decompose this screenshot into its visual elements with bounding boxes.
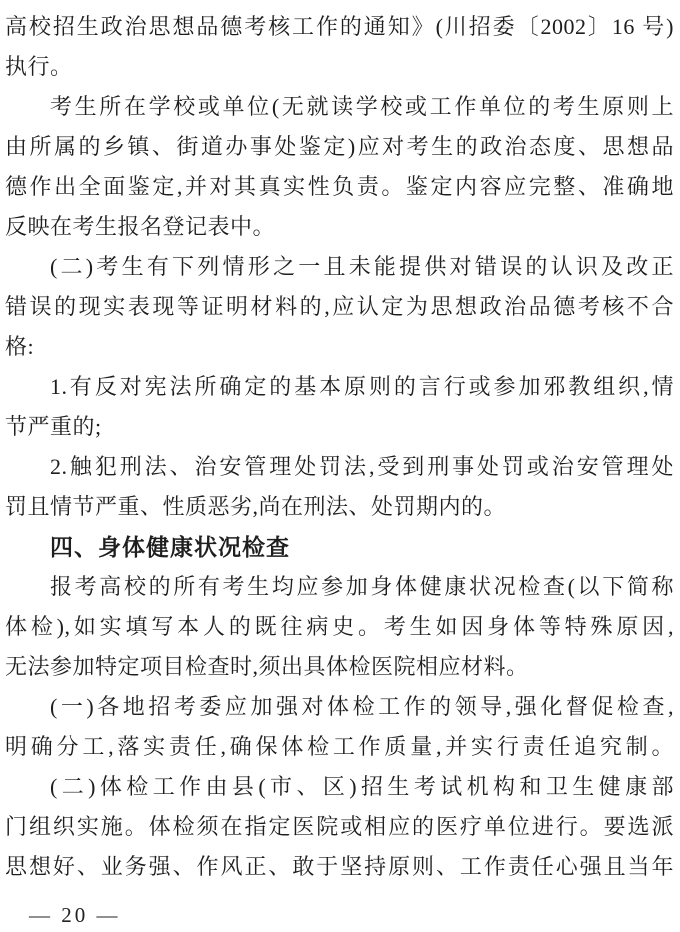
text-line: 考生所在学校或单位(无就读学校或工作单位的考生原则上 xyxy=(50,94,674,119)
text-line: 门组织实施。体检须在指定医院或相应的医疗单位进行。要选派 xyxy=(5,814,674,839)
text-line: 罚且情节严重、性质恶劣,尚在刑法、处罚期内的。 xyxy=(5,494,507,519)
text-line: 高校招生政治思想品德考核工作的通知》(川招委〔2002〕16 号) xyxy=(5,14,674,39)
text-line: 2.触犯刑法、治安管理处罚法,受到刑事处罚或治安管理处 xyxy=(50,454,674,479)
text-line: 报考高校的所有考生均应参加身体健康状况检查(以下简称 xyxy=(50,574,674,599)
page-number: — 20 — xyxy=(29,903,121,927)
text-line: 节严重的; xyxy=(5,414,102,439)
text-line: 德作出全面鉴定,并对其真实性负责。鉴定内容应完整、准确地 xyxy=(5,174,674,199)
section-heading: 四、身体健康状况检查 xyxy=(50,534,290,560)
text-line: 错误的现实表现等证明材料的,应认定为思想政治品德考核不合 xyxy=(5,294,674,319)
text-line: 格: xyxy=(5,334,35,359)
text-line: 明确分工,落实责任,确保体检工作质量,并实行责任追究制。 xyxy=(5,734,674,759)
text-line: 体检),如实填写本人的既往病史。考生如因身体等特殊原因, xyxy=(5,614,674,639)
text-line: (二)体检工作由县(市、区)招生考试机构和卫生健康部 xyxy=(50,774,674,799)
text-line: 执行。 xyxy=(5,54,73,79)
text-line: 无法参加特定项目检查时,须出具体检医院相应材料。 xyxy=(5,654,529,679)
text-line: (二)考生有下列情形之一且未能提供对错误的认识及改正 xyxy=(50,254,674,279)
text-line: 由所属的乡镇、街道办事处鉴定)应对考生的政治态度、思想品 xyxy=(5,134,674,159)
text-line: 反映在考生报名登记表中。 xyxy=(5,214,276,239)
text-line: (一)各地招考委应加强对体检工作的领导,强化督促检查, xyxy=(50,694,674,719)
text-line: 1.有反对宪法所确定的基本原则的言行或参加邪教组织,情 xyxy=(50,374,674,399)
text-line: 思想好、业务强、作风正、敢于坚持原则、工作责任心强且当年 xyxy=(5,854,674,879)
